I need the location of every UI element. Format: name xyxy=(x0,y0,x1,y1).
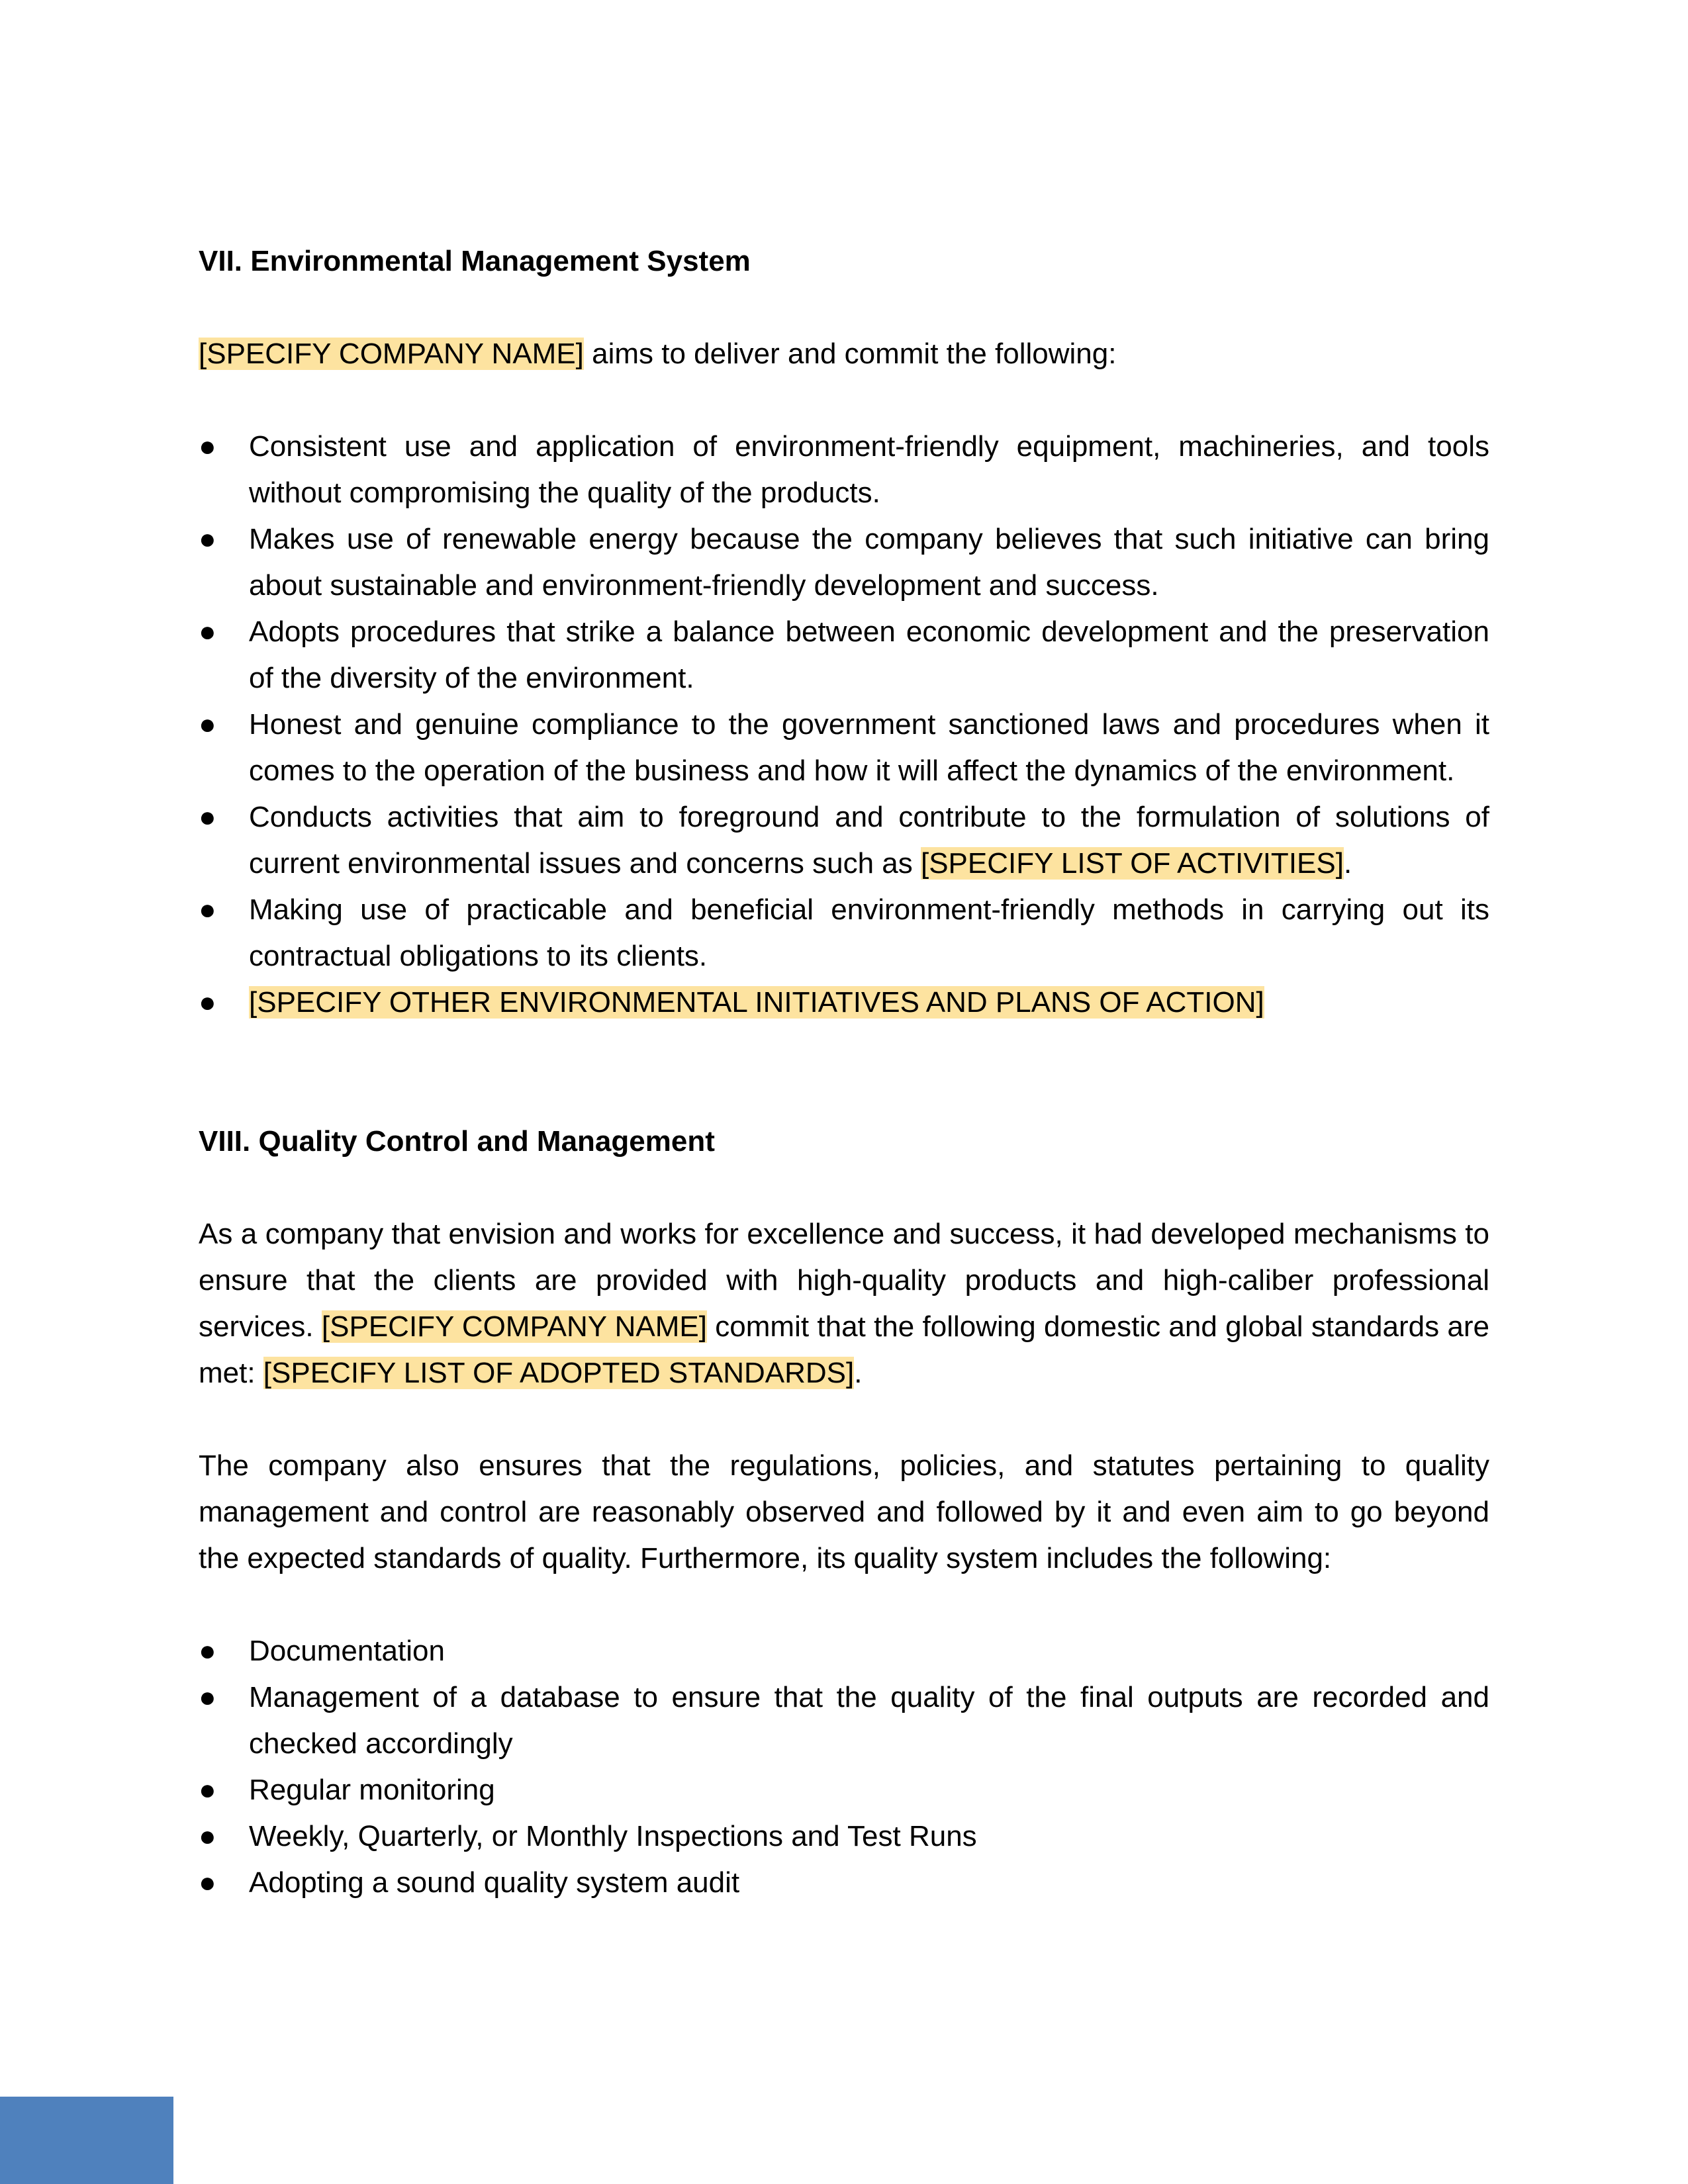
list-item-text: Documentation xyxy=(249,1635,445,1667)
list-item xyxy=(199,887,1489,979)
company-name-placeholder: [SPECIFY COMPANY NAME] xyxy=(199,338,584,370)
list-item xyxy=(199,516,1489,609)
list-item-text: Consistent use and application of environment-friendly equipment, machineries, and tools without compromising the quality of the products. xyxy=(249,430,1489,509)
paragraph-text: As a company that envision and works for excellence and success, it had developed mechanisms to ensure that the clients are provided with high-quality products and high-caliber professional services. xyxy=(199,1218,1489,1343)
bullet-icon: ● xyxy=(199,523,216,555)
bullet-icon: ● xyxy=(199,1820,216,1852)
paragraph-text: commit that the following domestic and global standards are met: xyxy=(199,1310,1490,1389)
paragraph-text: . xyxy=(854,1357,863,1389)
list-item-text: Honest and genuine compliance to the government sanctioned laws and procedures when it comes to the operation of the business and how it will affect the dynamics of the environment. xyxy=(249,708,1489,787)
list-item-text: Making use of practicable and beneficial environment-friendly methods in carrying out its contractual obligations to its clients. xyxy=(249,893,1489,972)
section-7-heading: VII. Environmental Management System xyxy=(199,245,751,277)
standards-placeholder: [SPECIFY LIST OF ADOPTED STANDARDS] xyxy=(263,1357,855,1389)
bullet-icon: ● xyxy=(199,1866,216,1899)
list-item xyxy=(199,1628,1489,1674)
bullet-icon: ● xyxy=(199,1681,216,1713)
intro-text: aims to deliver and commit the following: xyxy=(583,338,1117,370)
list-item-text: Regular monitoring xyxy=(249,1774,495,1806)
bullet-icon: ● xyxy=(199,1635,216,1667)
section-8-paragraph-1 xyxy=(199,1211,1489,1396)
list-item xyxy=(199,1813,1489,1860)
activities-placeholder: [SPECIFY LIST OF ACTIVITIES] xyxy=(920,847,1344,880)
quality-system-list xyxy=(199,1628,1489,1906)
list-item xyxy=(199,979,1489,1026)
list-item-text-end: . xyxy=(1343,847,1352,880)
list-item xyxy=(199,702,1489,794)
bullet-icon: ● xyxy=(199,430,216,463)
other-initiatives-placeholder: [SPECIFY OTHER ENVIRONMENTAL INITIATIVES AND PLANS OF ACTION] xyxy=(249,986,1264,1019)
bullet-icon: ● xyxy=(199,1774,216,1806)
list-item-text: Makes use of renewable energy because the company believes that such initiative can bring about sustainable and environment-friendly development and success. xyxy=(249,523,1489,602)
list-item-text: Conducts activities that aim to foreground and contribute to the formulation of solutions of current environmental issues and concerns such as xyxy=(249,801,1489,880)
list-item-text: Adopts procedures that strike a balance between economic development and the preservation of the diversity of the environment. xyxy=(249,615,1489,694)
list-item xyxy=(199,609,1489,702)
bullet-icon: ● xyxy=(199,708,216,741)
section-8-paragraph-2: The company also ensures that the regulations, policies, and statutes pertaining to quality management and control are reasonably observed and followed by it and even aim to go beyond the expected standards of quality. Furthermore, its quality system includes the following: xyxy=(199,1449,1489,1574)
section-8-heading: VIII. Quality Control and Management xyxy=(199,1125,715,1158)
list-item-text: Adopting a sound quality system audit xyxy=(249,1866,740,1899)
list-item xyxy=(199,1674,1489,1767)
list-item xyxy=(199,1860,1489,1906)
bullet-icon: ● xyxy=(199,986,216,1019)
company-name-placeholder: [SPECIFY COMPANY NAME] xyxy=(321,1310,707,1343)
list-item xyxy=(199,424,1489,516)
footer-corner-block xyxy=(0,2097,173,2184)
environmental-commitments-list xyxy=(199,424,1489,1026)
list-item-text: Weekly, Quarterly, or Monthly Inspections and Test Runs xyxy=(249,1820,977,1852)
document-page xyxy=(199,238,1489,1906)
bullet-icon: ● xyxy=(199,893,216,926)
bullet-icon: ● xyxy=(199,615,216,648)
section-7-intro xyxy=(199,331,1489,377)
list-item-text: Management of a database to ensure that the quality of the final outputs are recorded and checked accordingly xyxy=(249,1681,1489,1760)
bullet-icon: ● xyxy=(199,801,216,833)
list-item xyxy=(199,1767,1489,1813)
list-item xyxy=(199,794,1489,887)
